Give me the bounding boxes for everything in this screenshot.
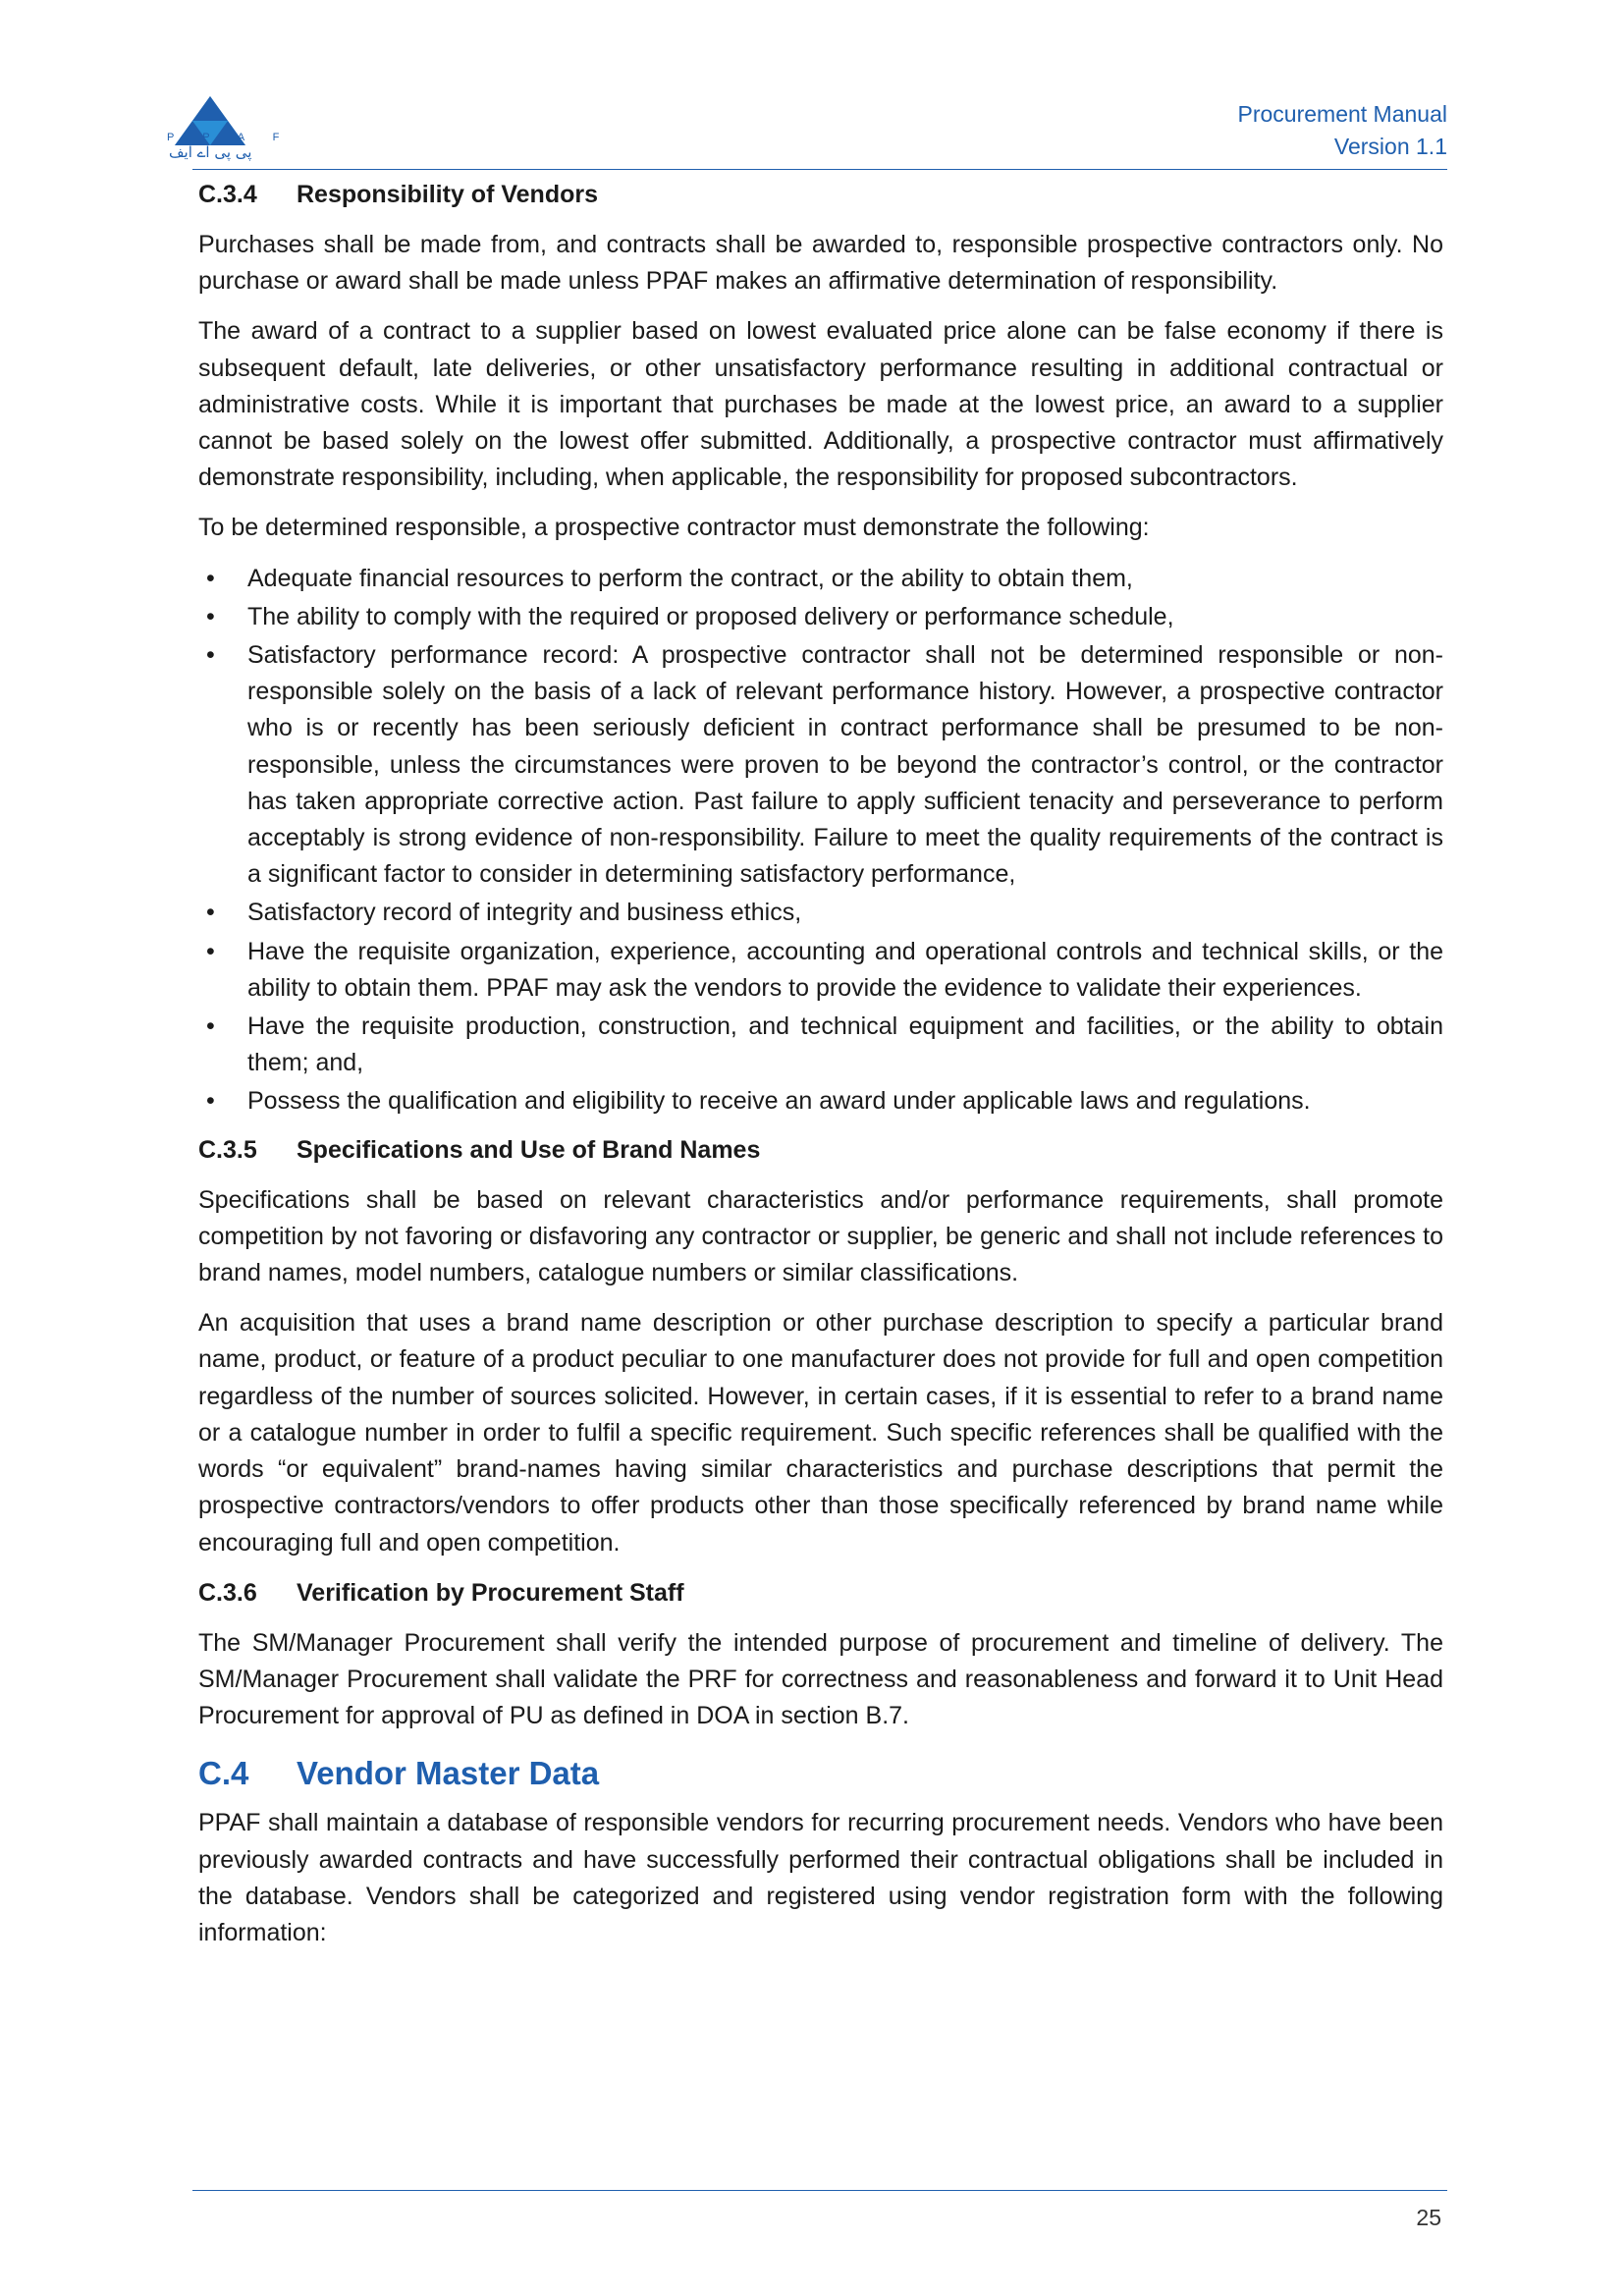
section-heading-c34 (198, 177, 1443, 213)
bullet-icon: • (206, 641, 215, 670)
paragraph: Specifications shall be based on relevant characteristics and/or performance requirements, shall promote competition by not favoring or disfavoring any contractor or supplier, be generic and shall not include references to brand names, model numbers, catalogue numbers or similar classifications. (198, 1185, 1443, 1287)
list-item: • Have the requisite organization, experience, accounting and operational controls and technical skills, or the ability to obtain them. PPAF may ask the vendors to provide the evidence to validate their experiences. (198, 934, 1443, 1007)
doc-title: Procurement Manual (1237, 101, 1447, 127)
paragraph: An acquisition that uses a brand name description or other purchase description to specify a particular brand name, product, or feature of a product peculiar to one manufacturer does not provide for full and open competition regardless of the number of sources solicited. However, in certain cases, if it is essential to refer to a brand name or a catalogue number in order to fulfil a specific requirement. Such specific references shall be qualified with the words “or equivalent” brand-names having similar characteristics and purchase descriptions that permit the prospective contractors/vendors to offer products other than those specifically referenced by brand name while encouraging full and open competition. (198, 1309, 1443, 1557)
paragraph: The SM/Manager Procurement shall verify the intended purpose of procurement and timeline of delivery. The SM/Manager Procurement shall validate the PRF for correctness and reasonableness and forward it to Unit Head Procurement for approval of PU as defined in DOA in section B.7. (198, 1628, 1443, 1730)
doc-version: Version 1.1 (1333, 134, 1447, 159)
section-title: Responsibility of Vendors (297, 181, 598, 208)
bullet-icon: • (206, 1087, 215, 1116)
list-item: • The ability to comply with the required or proposed delivery or performance schedule, (198, 599, 1443, 635)
responsibility-bullet-list (198, 561, 1443, 1121)
page-content (198, 177, 1443, 1965)
section-title: Specifications and Use of Brand Names (297, 1135, 761, 1164)
logo-letters: P P A F (167, 132, 293, 143)
section-title: Vendor Master Data (297, 1755, 600, 1792)
list-item: • Satisfactory record of integrity and business ethics, (198, 895, 1443, 931)
section-number: C.3.6 (198, 1578, 257, 1607)
page-header (167, 79, 1447, 170)
paragraph: PPAF shall maintain a database of responsible vendors for recurring procurement needs. Vendors who have been previously awarded contracts and have successfully performed their contractual obligations shall be included in the database. Vendors shall be categorized and registered using vendor registration form with the following information: (198, 1809, 1443, 1946)
logo-urdu-text: پی پی اے ایف (169, 143, 252, 161)
bullet-icon: • (206, 937, 215, 965)
paragraph: Purchases shall be made from, and contracts shall be awarded to, responsible prospective contractors only. No purchase or award shall be made unless PPAF makes an affirmative determination of responsibility. (198, 231, 1443, 296)
paragraph: The award of a contract to a supplier based on lowest evaluated price alone can be false economy if there is subsequent default, late deliveries, or other unsatisfactory performance resulting in additional contractual or administrative costs. While it is important that purchases be made at the lowest price, an award to a supplier cannot be based solely on the lowest offer submitted. Additionally, a prospective contractor must affirmatively demonstrate responsibility, including, when applicable, the responsibility for proposed subcontractors. (198, 317, 1443, 492)
page-footer (192, 2190, 1447, 2230)
bullet-icon: • (206, 564, 215, 592)
list-item: • Satisfactory performance record: A prospective contractor shall not be determined responsible or non-responsible solely on the basis of a lack of relevant performance history. However, a prospective contractor who is or recently has been seriously deficient in contract performance shall be presumed to be non-responsible, unless the circumstances were proven to be beyond the contractor’s control, or the contractor has taken appropriate corrective action. Past failure to apply sufficient tenacity and perseverance to perform acceptably is strong evidence of non-responsibility. Failure to meet the quality requirements of the contract is a significant factor to consider in determining satisfactory performance, (198, 637, 1443, 893)
section-heading-c35 (198, 1132, 1443, 1169)
page-number: 25 (1416, 2205, 1441, 2230)
paragraph: To be determined responsible, a prospective contractor must demonstrate the following: (198, 514, 1150, 542)
section-number: C.3.5 (198, 1135, 257, 1164)
section-title: Verification by Procurement Staff (297, 1578, 684, 1607)
section-number: C.3.4 (198, 181, 257, 208)
section-heading-c4 (198, 1752, 1443, 1795)
section-number: C.4 (198, 1755, 249, 1792)
bullet-icon: • (206, 1012, 215, 1041)
list-item: • Possess the qualification and eligibility to receive an award under applicable laws and regulations. (198, 1083, 1443, 1120)
bullet-icon: • (206, 602, 215, 630)
header-title-block (1238, 98, 1448, 163)
bullet-icon: • (206, 899, 215, 927)
section-heading-c36 (198, 1575, 1443, 1612)
list-item: • Adequate financial resources to perform the contract, or the ability to obtain them, (198, 561, 1443, 597)
list-item: • Have the requisite production, construction, and technical equipment and facilities, or the ability to obtain them; and, (198, 1009, 1443, 1081)
